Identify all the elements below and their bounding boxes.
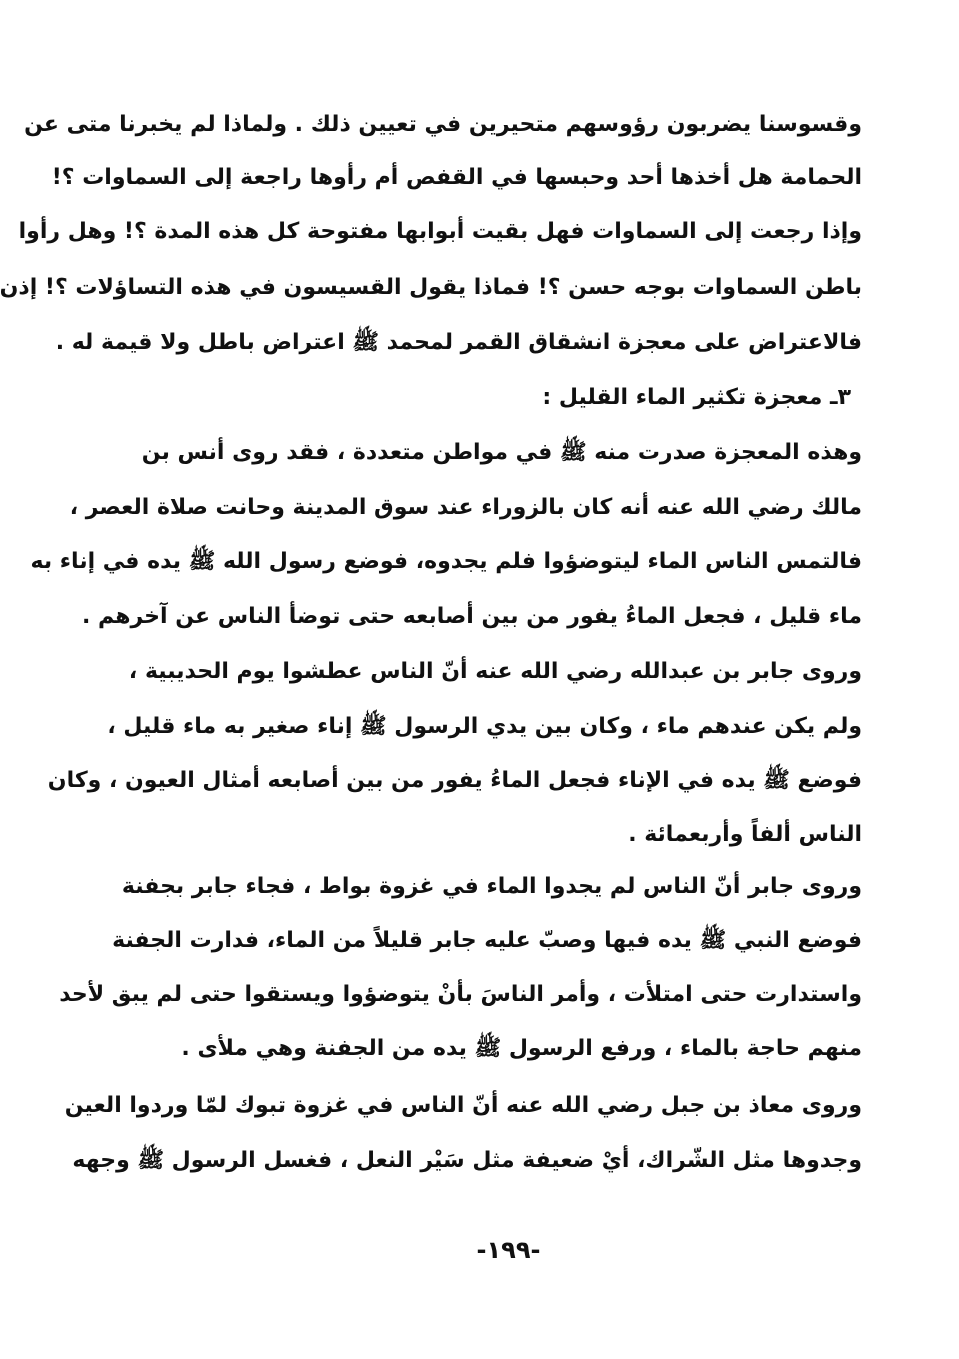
page-number: -١٩٩-: [476, 1236, 541, 1264]
text-line: باطن السماوات بوجه حسن ؟! فماذا يقول القسيسون في هذه التساؤلات ؟! إذن: [0, 275, 862, 300]
text-line: ماء قليل ، فجعل الماءُ يفور من بين أصابعه حتى توضأ الناس عن آخرهم .: [81, 604, 862, 629]
text-line: مالك رضي الله عنه أنه كان بالزوراء عند سوق المدينة وحانت صلاة العصر ،: [69, 495, 862, 520]
text-line: وجدوها مثل الشّراك، أيْ ضعيفة مثل سَيْر النعل ، فغسل الرسول ﷺ وجهه: [72, 1148, 862, 1173]
text-line: واستدارت حتى امتلأت ، وأمر الناسَ بأنْ يتوضؤوا ويستقوا حتى لم يبق لأحد: [59, 982, 862, 1007]
text-line: وقسوسنا يضربون رؤوسهم متحيرين في تعيين ذلك . ولماذا لم يخبرنا متى عن: [24, 112, 862, 137]
text-line: وروى جابر أنّ الناس لم يجدوا الماء في غزوة بواط ، فجاء جابر بجفنة: [121, 874, 862, 899]
text-line: منهم حاجة بالماء ، ورفع الرسول ﷺ يده من الجفنة وهي ملأى .: [181, 1036, 862, 1061]
text-line: ولم يكن عندهم ماء ، وكان بين يدي الرسول ﷺ إناء صغير به ماء قليل ،: [107, 714, 862, 739]
text-line: وروى جابر بن عبدالله رضي الله عنه أنّ الناس عطشوا يوم الحديبية ،: [128, 659, 862, 684]
text-line: فالاعتراض على معجزة انشقاق القمر لمحمد ﷺ اعتراض باطل ولا قيمة له .: [55, 330, 862, 355]
text-line: وإذا رجعت إلى السماوات فهل بقيت أبوابها مفتوحة كل هذه المدة ؟! وهل رأوا: [18, 219, 862, 244]
text-line: الناس ألفاً وأربعمائة .: [628, 822, 862, 847]
text-line: الحمامة هل أخذها أحد وحبسها في القفص أم رأوها راجعة إلى السماوات ؟!: [51, 165, 862, 190]
section-heading: ٣ـ معجزة تكثير الماء القليل :: [542, 385, 851, 410]
text-line: فوضع ﷺ يده في الإناء فجعل الماءُ يفور من بين أصابعه أمثال العيون ، وكان: [47, 768, 862, 793]
text-line: فوضع النبي ﷺ يده فيها وصبّ عليه جابر قليلاً من الماء، فدارت الجفنة: [112, 928, 862, 953]
text-line: فالتمس الناس الماء ليتوضؤوا فلم يجدوه، فوضع رسول الله ﷺ يده في إناء به: [30, 549, 862, 574]
text-line: وهذه المعجزة صدرت منه ﷺ في مواطن متعددة ، فقد روى أنس بن: [141, 440, 862, 465]
text-line: وروى معاذ بن جبل رضي الله عنه أنّ الناس في غزوة تبوك لمّا وردوا العين: [64, 1093, 862, 1118]
